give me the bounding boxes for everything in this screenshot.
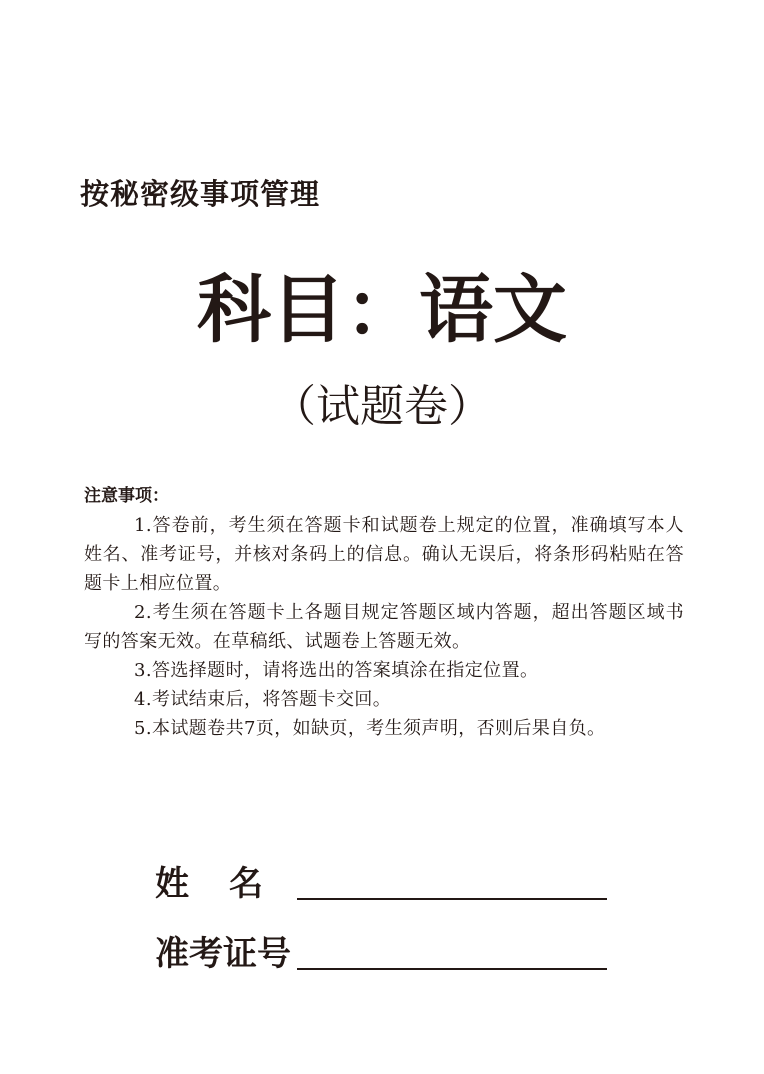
name-field-row <box>155 862 607 906</box>
notice-item-2: 2.考生须在答题卡上各题目规定答题区域内答题，超出答题区域书写的答案无效。在草稿纸、试题卷上答题无效。 <box>84 602 684 652</box>
notice-item-5: 5.本试题卷共7页，如缺页，考生须声明，否则后果自负。 <box>134 718 606 739</box>
notice-item-1: 1.答卷前，考生须在答题卡和试题卷上规定的位置，准确填写本人姓名、准考证号，并核对条码上的信息。确认无误后，将条形码粘贴在答题卡上相应位置。 <box>84 515 684 594</box>
subject-title: 科目：语文 <box>197 267 567 353</box>
notice-item-3: 3.答选择题时，请将选出的答案填涂在指定位置。 <box>134 660 539 681</box>
name-label: 姓名 <box>155 864 303 904</box>
exam-id-label: 准考证号 <box>155 934 291 974</box>
name-write-line[interactable] <box>297 862 607 900</box>
paper-type-label: （试题卷） <box>272 381 492 432</box>
exam-id-field-row <box>155 932 607 976</box>
exam-id-write-line[interactable] <box>297 932 607 970</box>
notice-section <box>84 482 684 743</box>
notice-item-4: 4.考试结束后，将答题卡交回。 <box>134 689 392 710</box>
notice-heading: 注意事项： <box>84 486 169 506</box>
secrecy-label: 按秘密级事项管理 <box>80 177 321 211</box>
